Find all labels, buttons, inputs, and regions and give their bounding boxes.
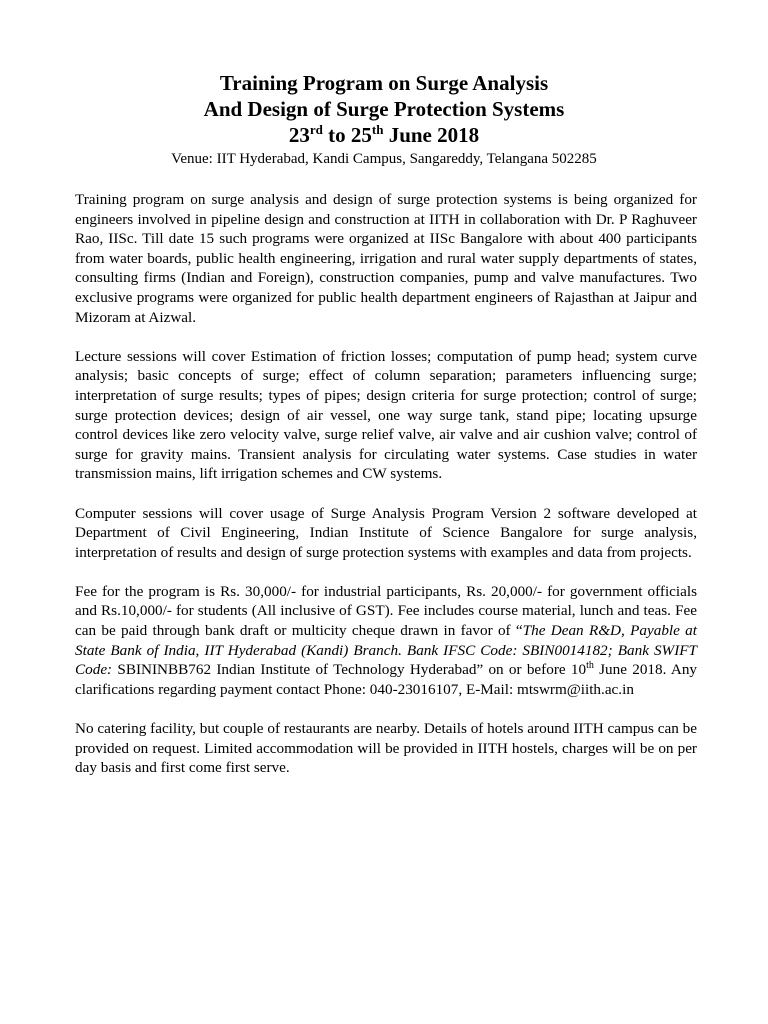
program-dates — [0, 122, 768, 148]
paragraph-accommodation: No catering facility, but couple of restaurants are nearby. Details of hotels around IITH campus can be provided on request. Limited accommodation will be provided in IITH hostels, charges will be on per day basis and first come first serve. — [75, 720, 697, 777]
fee-deadline-suffix: th — [586, 660, 594, 672]
month-year: June 2018 — [383, 123, 480, 147]
paragraph-computer-sessions: Computer sessions will cover usage of Surge Analysis Program Version 2 software developed at Department of Civil Engineering, Indian Institute of Science Bangalore for surge analysis, interpretation of results and design of surge protection systems with examples and data from projects. — [75, 504, 697, 561]
end-day: 25 — [350, 123, 372, 147]
fee-payee-details: The Dean R&D, Payable at State Bank of India, IIT Hyderabad (Kandi) Branch. Bank IFSC Code: SBIN0014182; Bank SWIFT Code: — [75, 622, 697, 679]
document-body — [75, 190, 697, 797]
document-header — [0, 70, 768, 170]
start-day: 23 — [288, 123, 310, 147]
title-line-1: Training Program on Surge Analysis — [219, 71, 549, 95]
fee-text-1: Fee for the program is Rs. 30,000/- for industrial participants, Rs. 20,000/- for government officials and Rs.10,000/- for students (All inclusive of GST). Fee includes course material, lunch and teas. Fee can be paid through bank draft or multicity cheque drawn in favor of “ — [75, 582, 697, 640]
venue: Venue: IIT Hyderabad, Kandi Campus, Sangareddy, Telangana 502285 — [171, 151, 597, 167]
date-to: to — [322, 123, 351, 147]
paragraph-lectures: Lecture sessions will cover Estimation of friction losses; computation of pump head; system curve analysis; basic concepts of surge; effect of column separation; parameters influencing surge; interpretation of surge results; types of pipes; design criteria for surge protection; control of surge; surge protection devices; design of air vessel, one way surge tank, stand pipe; locating upsurge control devices like zero velocity valve, surge relief valve, air valve and air cushion valve; control of surge for gravity mains. Transient analysis for circulating water systems. Case studies in water transmission mains, lift irrigation schemes and CW systems. — [75, 347, 697, 483]
end-day-suffix: th — [371, 122, 384, 137]
fee-text-3: June 2018. Any clarifications regarding payment contact Phone: 040-23016107, E-Mail: mtswrm@iith.ac.in — [75, 661, 698, 698]
start-day-suffix: rd — [309, 122, 323, 137]
paragraph-fee — [75, 582, 697, 700]
fee-text-2: SBININBB762 Indian Institute of Technology Hyderabad” on or before 10 — [112, 661, 587, 679]
paragraph-intro: Training program on surge analysis and design of surge protection systems is being organized for engineers involved in pipeline design and construction at IITH in collaboration with Dr. P Raghuveer Rao, IISc. Till date 15 such programs were organized at IISc Bangalore with about 400 participants from water boards, public health engineering, irrigation and rural water supply departments of states, consulting firms (Indian and Foreign), construction companies, pump and valve manufactures. Two exclusive programs were organized for public health department engineers of Rajasthan at Jaipur and Mizoram at Aizwal. — [75, 191, 697, 326]
title-line-2: And Design of Surge Protection Systems — [203, 97, 565, 121]
